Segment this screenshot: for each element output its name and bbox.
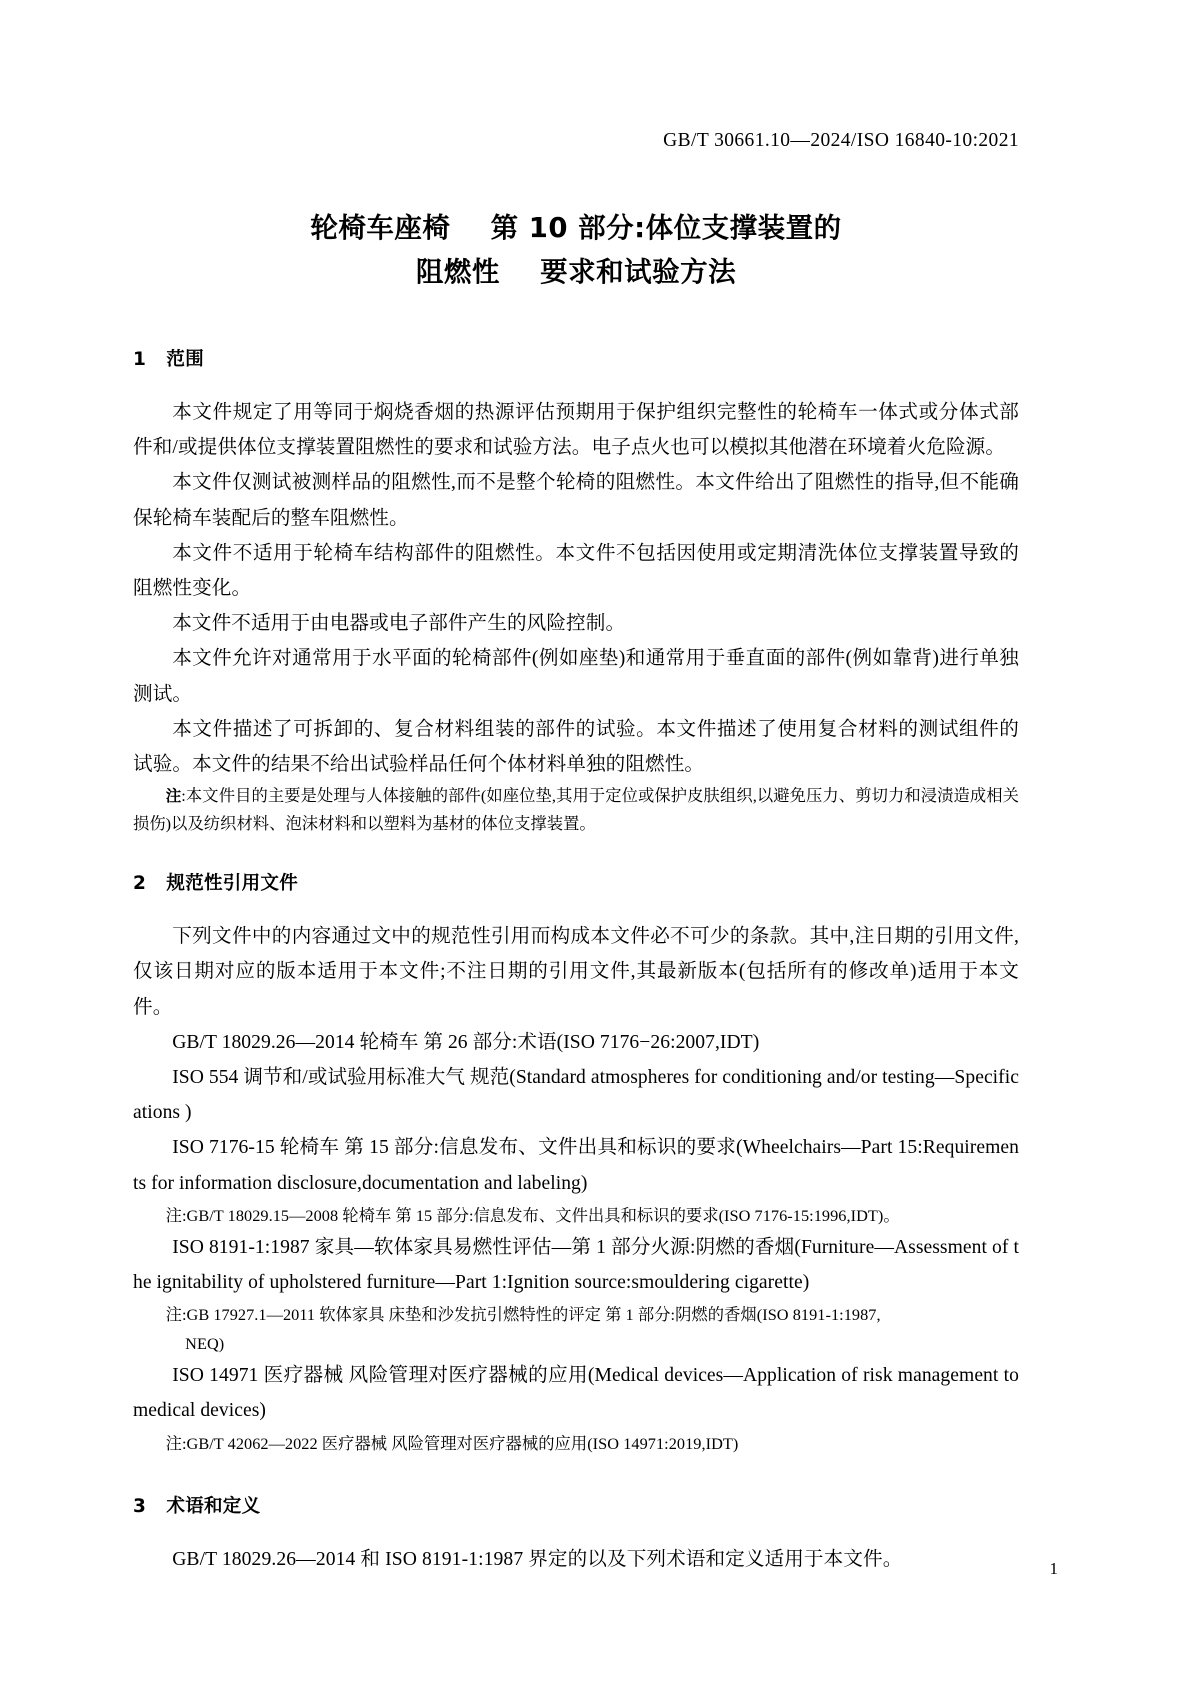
note-label: 注 [165, 1433, 182, 1453]
clause-heading-scope: 1 范围 [133, 349, 204, 370]
reference-note [133, 1429, 1019, 1458]
normative-references-body [133, 919, 1019, 1457]
reference-note [133, 1300, 1019, 1329]
document-title [133, 206, 1019, 294]
terms-and-definitions-body [133, 1542, 1019, 1577]
note-label: 注 [165, 1205, 182, 1225]
note-text: :GB/T 42062—2022 医疗器械 风险管理对医疗器械的应用(ISO 14971:2019,IDT) [181, 1433, 739, 1453]
reference-note-continuation: NEQ) [185, 1334, 225, 1354]
scope-paragraph: 本文件仅测试被测样品的阻燃性,而不是整个轮椅的阻燃性。本文件给出了阻燃性的指导,但不能确保轮椅车装配后的整车阻燃性。 [133, 472, 1019, 529]
page-content [133, 0, 1019, 1577]
reference-entry: ISO 7176-15 轮椅车 第 15 部分:信息发布、文件出具和标识的要求(Wheelchairs—Part 15:Requirements for information disclosure,documentation and labeling) [133, 1137, 1019, 1194]
note-text: :本文件目的主要是处理与人体接触的部件(如座位垫,其用于定位或保护皮肤组织,以避免压力、剪切力和浸渍造成相关损伤)以及纺织材料、泡沫材料和以塑料为基材的体位支撑装置。 [133, 786, 1019, 834]
note-label: 注 [165, 787, 182, 806]
note-text: :GB 17927.1—2011 软体家具 床垫和沙发抗引燃特性的评定 第 1 部分:阴燃的香烟(ISO 8191-1:1987, [181, 1305, 881, 1325]
scope-paragraph: 本文件允许对通常用于水平面的轮椅部件(例如座垫)和通常用于垂直面的部件(例如靠背)进行单独测试。 [133, 648, 1019, 705]
reference-entry: GB/T 18029.26—2014 轮椅车 第 26 部分:术语(ISO 7176−26:2007,IDT) [172, 1031, 760, 1053]
reference-note [133, 1201, 1019, 1230]
page-number: 1 [1049, 1559, 1058, 1578]
scope-paragraph: 本文件不适用于由电器或电子部件产生的风险控制。 [172, 613, 626, 635]
reference-entry: ISO 554 调节和/或试验用标准大气 规范(Standard atmospheres for conditioning and/or testing—Specifications ) [133, 1067, 1019, 1124]
normative-references-intro: 下列文件中的内容通过文中的规范性引用而构成本文件必不可少的条款。其中,注日期的引用文件,仅该日期对应的版本适用于本文件;不注日期的引用文件,其最新版本(包括所有的修改单)适用于本文件。 [133, 926, 1019, 1018]
scope-paragraph: 本文件规定了用等同于焖烧香烟的热源评估预期用于保护组织完整性的轮椅车一体式或分体式部件和/或提供体位支撑装置阻燃性的要求和试验方法。电子点火也可以模拟其他潜在环境着火危险源。 [133, 402, 1019, 459]
scope-note [133, 782, 1019, 837]
document-title-line-2: 阻燃性 要求和试验方法 [415, 256, 737, 288]
clause-heading-normative-references: 2 规范性引用文件 [133, 873, 298, 895]
scope-paragraph: 本文件不适用于轮椅车结构部件的阻燃性。本文件不包括因使用或定期清洗体位支撑装置导致的阻燃性变化。 [133, 542, 1019, 600]
running-header: GB/T 30661.10—2024/ISO 16840-10:2021 [663, 130, 1019, 151]
reference-entry: ISO 8191-1:1987 家具—软体家具易燃性评估—第 1 部分火源:阴燃的香烟(Furniture—Assessment of the ignitability of upholstered furniture—Part 1:Ignition source:smouldering cigarette) [133, 1236, 1019, 1294]
note-text: :GB/T 18029.15—2008 轮椅车 第 15 部分:信息发布、文件出具和标识的要求(ISO 7176-15:1996,IDT)。 [181, 1205, 900, 1225]
document-title-line-1: 轮椅车座椅 第 10 部分:体位支撑装置的 [310, 212, 842, 244]
clause-heading-terms-and-definitions: 3 术语和定义 [133, 1495, 261, 1517]
scope-body [133, 395, 1019, 837]
reference-entry: ISO 14971 医疗器械 风险管理对医疗器械的应用(Medical devices—Application of risk management to medical devices) [133, 1365, 1019, 1422]
scope-paragraph: 本文件描述了可拆卸的、复合材料组装的部件的试验。本文件描述了使用复合材料的测试组件的试验。本文件的结果不给出试验样品任何个体材料单独的阻燃性。 [133, 718, 1019, 776]
terms-and-definitions-paragraph: GB/T 18029.26—2014 和 ISO 8191-1:1987 界定的以及下列术语和定义适用于本文件。 [172, 1548, 903, 1570]
note-label: 注 [165, 1305, 182, 1325]
